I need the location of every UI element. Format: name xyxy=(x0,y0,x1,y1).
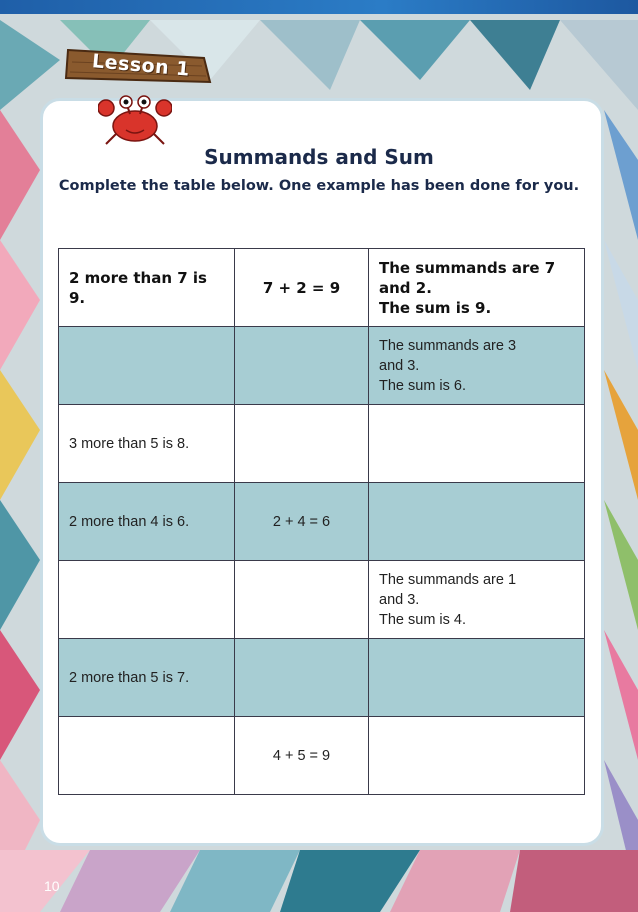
summands-cell[interactable] xyxy=(369,717,585,795)
table-row xyxy=(59,405,585,483)
summands-line: The summands are 1 xyxy=(379,571,517,588)
table-row xyxy=(59,483,585,561)
equation-cell: 4 + 5 = 9 xyxy=(235,717,369,795)
summands-line: The summands are 3 xyxy=(379,337,517,354)
summands-line: The summands are 7 xyxy=(379,258,556,277)
lesson-label: Lesson 1 xyxy=(91,50,191,81)
equation-cell: 7 + 2 = 9 xyxy=(235,249,369,327)
table-row xyxy=(59,327,585,405)
equation-cell: 2 + 4 = 6 xyxy=(235,483,369,561)
page-title: Summands and Sum xyxy=(204,145,434,169)
sum-line: The sum is 6. xyxy=(379,377,467,394)
equation-cell[interactable] xyxy=(235,561,369,639)
statement-cell[interactable] xyxy=(59,327,235,405)
summands-cell xyxy=(369,561,585,639)
statement-cell[interactable] xyxy=(59,561,235,639)
equation-cell[interactable] xyxy=(235,405,369,483)
table-row xyxy=(59,639,585,717)
instruction-text: Complete the table below. One example has been done for you. xyxy=(58,178,580,194)
summands-line: and 2. xyxy=(379,278,432,297)
equation-cell[interactable] xyxy=(235,327,369,405)
sum-line: The sum is 4. xyxy=(379,611,467,628)
statement-cell: 2 more than 5 is 7. xyxy=(59,639,235,717)
summands-cell[interactable] xyxy=(369,483,585,561)
statement-cell[interactable] xyxy=(59,717,235,795)
equation-cell[interactable] xyxy=(235,639,369,717)
summands-cell[interactable] xyxy=(369,639,585,717)
summands-cell[interactable] xyxy=(369,405,585,483)
table-row xyxy=(59,717,585,795)
summands-cell xyxy=(369,327,585,405)
summands-line: and 3. xyxy=(379,591,420,608)
statement-cell: 2 more than 4 is 6. xyxy=(59,483,235,561)
summands-line: and 3. xyxy=(379,357,420,374)
summands-table xyxy=(58,248,585,795)
statement-cell: 3 more than 5 is 8. xyxy=(59,405,235,483)
crab-icon xyxy=(98,86,172,148)
table-row xyxy=(59,561,585,639)
table-row xyxy=(59,249,585,327)
top-color-band xyxy=(0,0,638,14)
sum-line: The sum is 9. xyxy=(379,298,492,317)
statement-cell: 2 more than 7 is 9. xyxy=(59,249,235,327)
summands-cell xyxy=(369,249,585,327)
page-number: 10 xyxy=(44,878,60,894)
